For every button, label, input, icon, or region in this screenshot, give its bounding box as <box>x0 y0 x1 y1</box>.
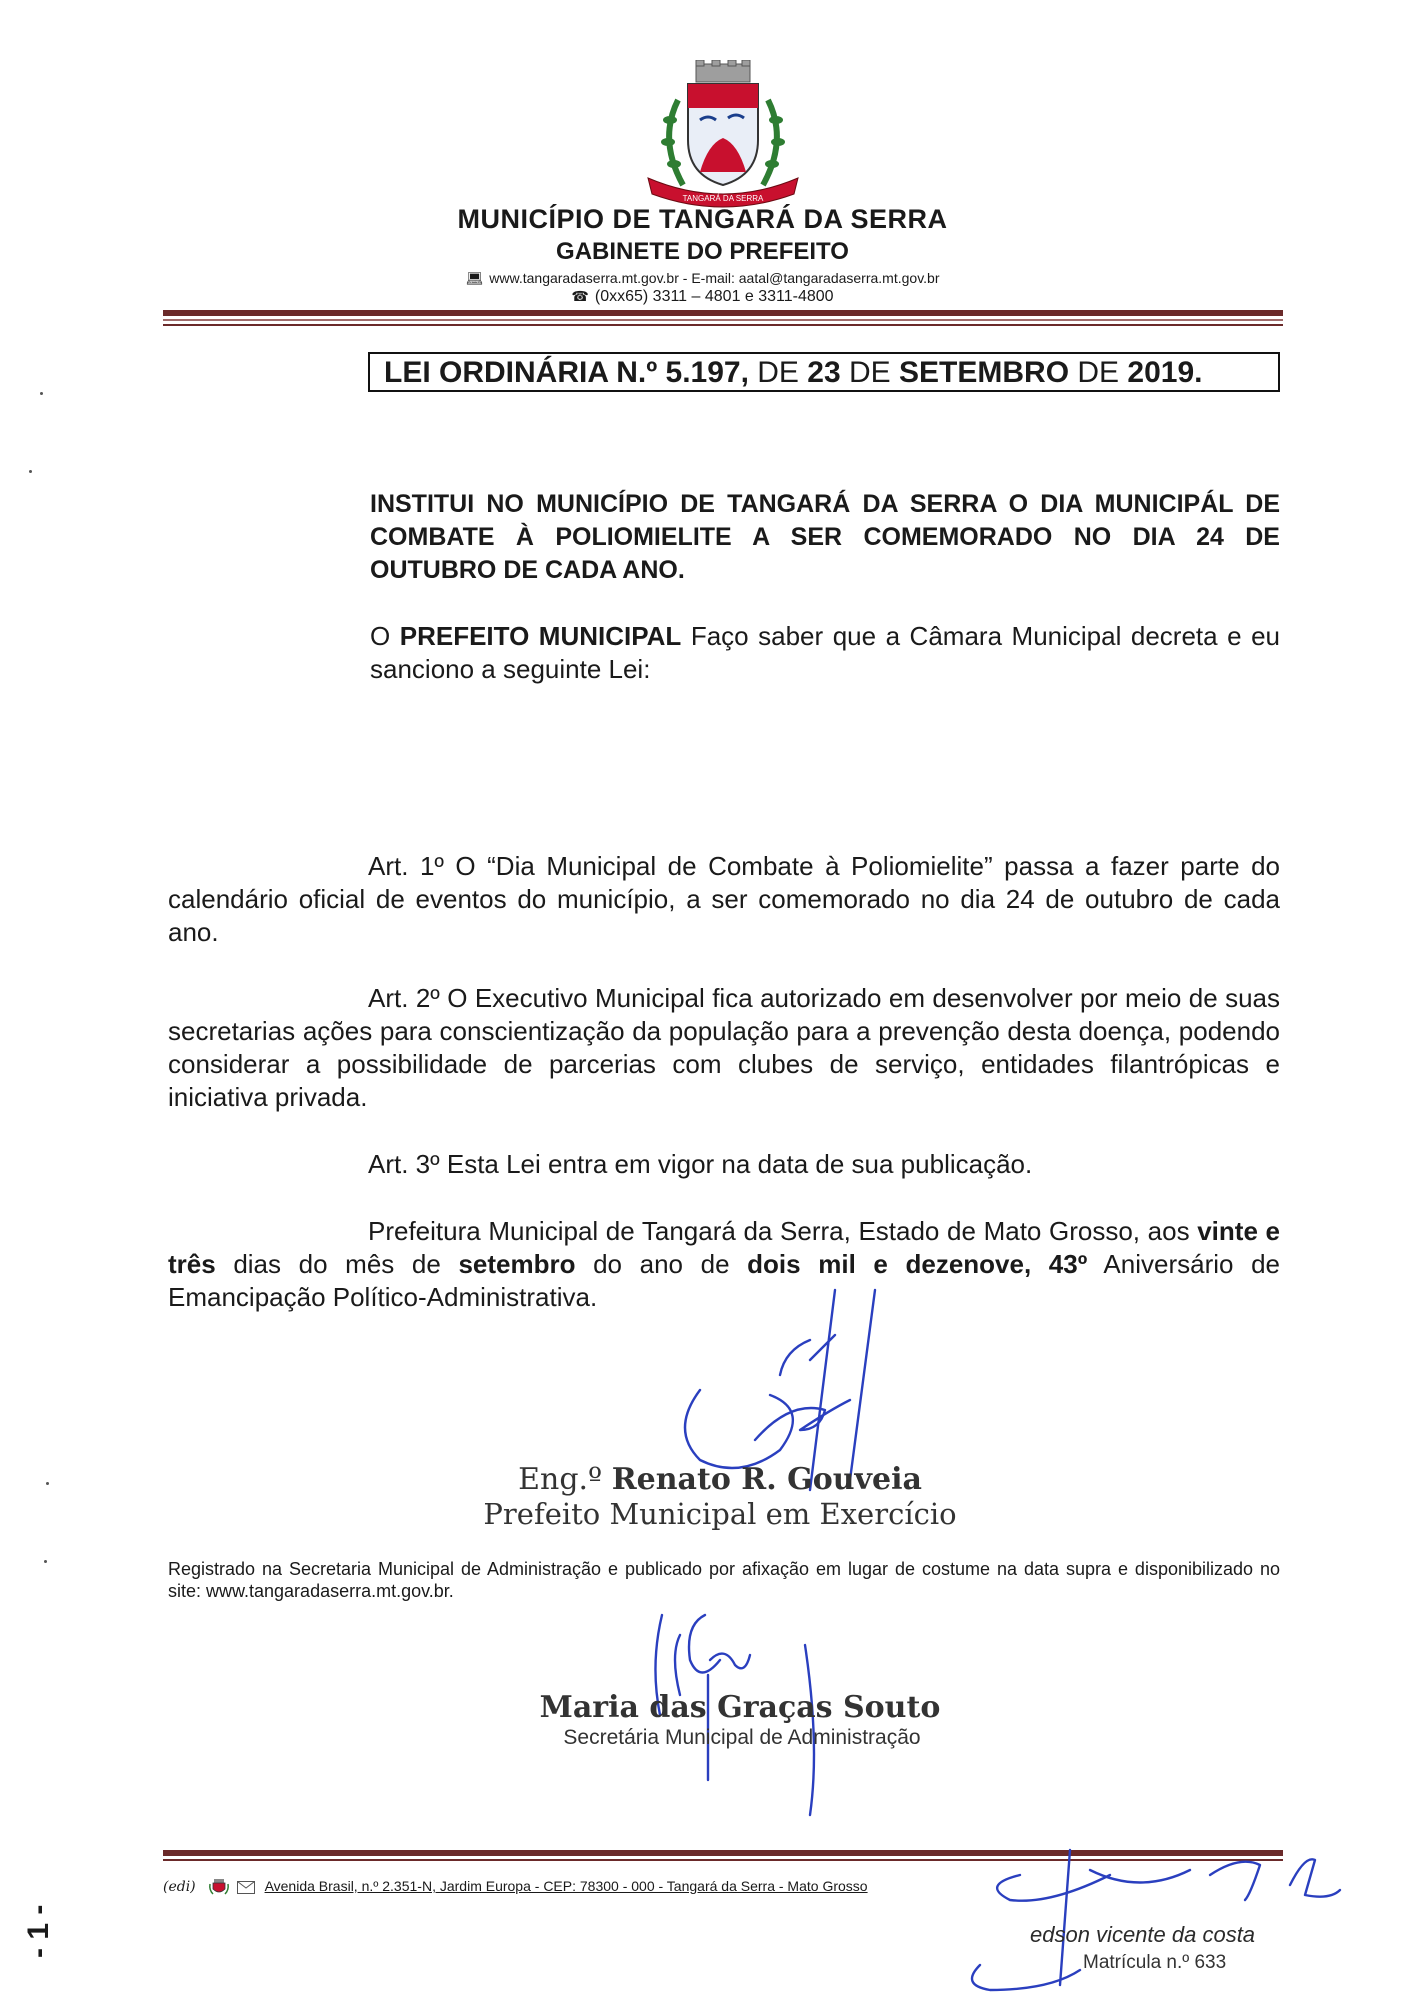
preamble-text: Faço saber que a Câmara Municipal decreta e eu sanciono a seguinte Lei: <box>370 621 1281 684</box>
scan-speck <box>44 1560 47 1563</box>
closing-text-4: Aniversário de Emancipação Político-Administrativa. <box>168 1249 1280 1312</box>
law-title-de-2: DE <box>840 356 900 389</box>
closing-text-1: Prefeitura Municipal de Tangará da Serra, Estado de Mato Grosso, aos <box>368 1216 1198 1246</box>
law-title-day: 23 <box>807 356 841 389</box>
contact-web-text: www.tangaradaserra.mt.gov.br - E-mail: aatal@tangaradaserra.mt.gov.br <box>489 270 940 286</box>
closing-year: dois mil e dezenove, 43º <box>747 1249 1088 1279</box>
contact-web-line <box>0 270 1405 287</box>
page-number: - 1 - <box>22 1904 55 1958</box>
author-initials: (edi) <box>163 1879 196 1895</box>
secretary-role: Secretária Municipal de Administração <box>563 1726 921 1749</box>
preamble-prefix: O <box>370 621 400 651</box>
registration-note: Registrado na Secretaria Municipal de Administração e publicado por afixação em lugar de costume na data supra e disponibilizado no site: www.tangaradaserra.mt.gov.br. <box>168 1559 1280 1601</box>
phone-icon: ☎ <box>571 288 589 304</box>
header-rule-thick <box>163 310 1283 316</box>
office-name: GABINETE DO PREFEITO <box>556 238 849 265</box>
preamble-authority: PREFEITO MUNICIPAL <box>399 621 682 651</box>
law-title <box>368 352 1280 392</box>
mail-icon <box>237 1881 255 1894</box>
computer-icon: 💻︎ <box>465 270 484 286</box>
mayor-role: Prefeito Municipal em Exercício <box>483 1497 957 1531</box>
article-3: Art. 3º Esta Lei entra em vigor na data de sua publicação. <box>368 1149 1033 1179</box>
certification-registration: Matrícula n.º 633 <box>1083 1952 1227 1973</box>
closing-text-3: do ano de <box>575 1249 748 1279</box>
scan-speck <box>46 1482 49 1485</box>
header-rule-mid <box>163 319 1283 321</box>
scan-speck <box>29 470 32 473</box>
closing-text-2: dias do mês de <box>215 1249 459 1279</box>
footer-address-line <box>163 1878 868 1896</box>
preamble <box>370 620 1280 686</box>
mayor-name <box>0 1462 1405 1497</box>
crest-banner-text: TANGARÁ DA SERRA <box>682 194 764 203</box>
footer-address: Avenida Brasil, n.º 2.351-N, Jardim Europa - CEP: 78300 - 000 - Tangará da Serra - Mato Grosso <box>264 1878 868 1894</box>
closing-month: setembro <box>458 1249 576 1279</box>
law-title-de-1: DE <box>748 356 808 389</box>
municipal-crest-logo <box>638 60 808 210</box>
closing-day: vinte e três <box>168 1216 1280 1279</box>
law-title-year: 2019. <box>1127 356 1203 389</box>
law-ementa: INSTITUI NO MUNICÍPIO DE TANGARÁ DA SERRA O DIA MUNICIPÁL DE COMBATE À POLIOMIELITE A SER COMEMORADO NO DIA 24 DE OUTUBRO DE CADA ANO. <box>370 490 1280 584</box>
article-2: Art. 2º O Executivo Municipal fica autorizado em desenvolver por meio de suas secretarias ações para conscientização da população para a prevenção desta doença, podendo considerar a possibilidade de parcerias com clubes de serviço, entidades filantrópicas e iniciativa privada. <box>168 983 1280 1112</box>
municipality-name: MUNICÍPIO DE TANGARÁ DA SERRA <box>457 204 948 234</box>
law-title-month: SETEMBRO <box>899 356 1070 389</box>
scan-speck <box>40 392 43 395</box>
certification-name: edson vicente da costa <box>1030 1922 1256 1947</box>
contact-phone-text: (0xx65) 3311 – 4801 e 3311-4800 <box>594 288 834 305</box>
law-title-de-3: DE <box>1069 356 1128 389</box>
header-rule-thin <box>163 324 1283 326</box>
mini-crest-icon <box>208 1878 230 1896</box>
mayor-title-prefix: Eng.º <box>518 1462 612 1497</box>
secretary-name: Maria das Graças Souto <box>539 1690 941 1725</box>
article-1: Art. 1º O “Dia Municipal de Combate à Poliomielite” passa a fazer parte do calendário oficial de eventos do município, a ser comemorado no dia 24 de outubro de cada ano. <box>168 851 1280 947</box>
law-title-number: LEI ORDINÁRIA N.º 5.197, <box>384 356 749 389</box>
contact-phone-line <box>0 288 1405 306</box>
mayor-full-name: Renato R. Gouveia <box>611 1462 922 1497</box>
